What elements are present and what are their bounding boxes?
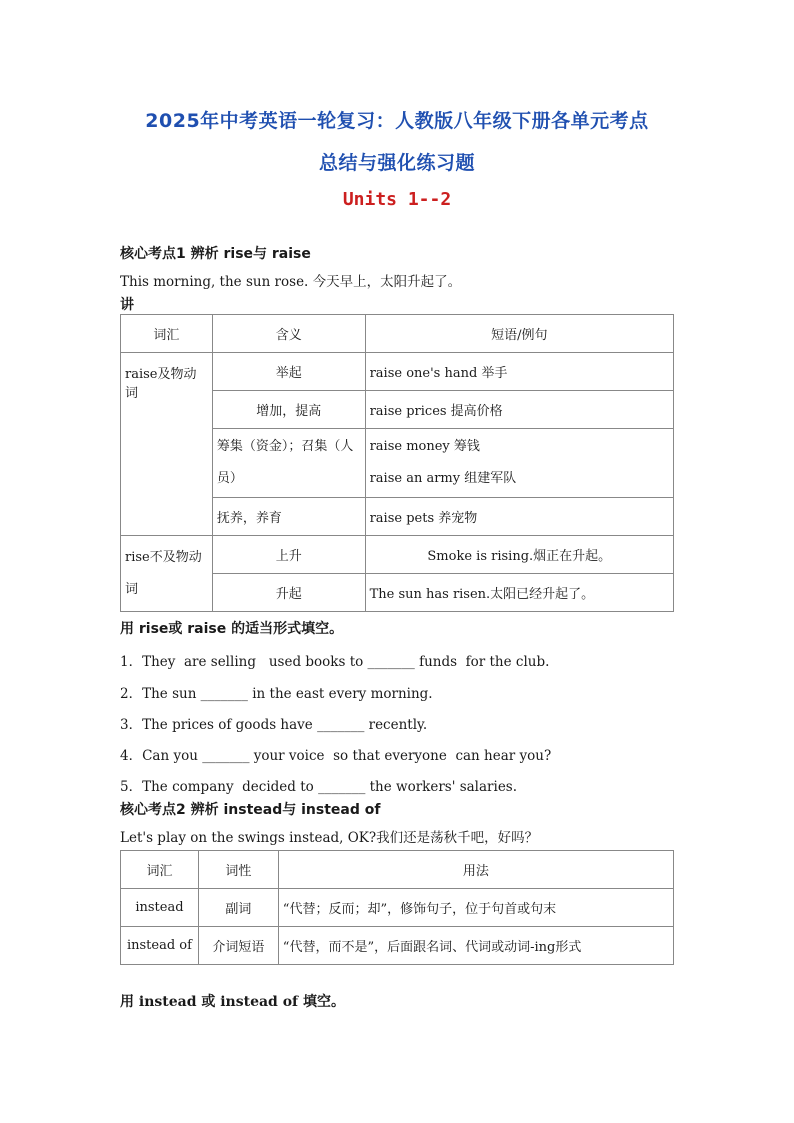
phrase-line: raise money 筹钱 — [369, 439, 480, 454]
meaning-cell: 举起 — [212, 353, 365, 391]
section1-example: This morning, the sun rose. 今天早上，太阳升起了。 — [120, 274, 462, 290]
section2-heading: 核心考点2 辨析 instead与 instead of — [120, 802, 381, 818]
section1-heading: 核心考点1 辨析 rise与 raise — [120, 246, 311, 262]
word-cell: instead — [121, 889, 199, 927]
usage-cell: “代替；反而；却”，修饰句子，位于句首或句末 — [278, 889, 673, 927]
phrase-cell: Smoke is rising.烟正在升起。 — [365, 536, 673, 574]
section1-jiang-label: 讲 — [120, 297, 134, 313]
table-header-cell: 用法 — [278, 851, 673, 889]
section2-exercise-heading: 用 instead 或 instead of 填空。 — [120, 994, 345, 1010]
table-row — [121, 536, 674, 574]
table-header-cell: 短语/例句 — [365, 315, 673, 353]
exercise-item: 4．Can you _______ your voice so that everyone can hear you? — [120, 748, 552, 764]
phrase-cell: The sun has risen.太阳已经升起了。 — [365, 574, 673, 612]
instead-table — [120, 850, 674, 965]
table-header-cell: 词汇 — [121, 315, 213, 353]
table-header-row — [121, 315, 674, 353]
exercise-item: 2．The sun _______ in the east every morning. — [120, 686, 433, 702]
rise-word-cell: rise不及物动词 — [121, 536, 213, 612]
exercise-item: 5．The company decided to _______ the workers' salaries. — [120, 779, 518, 795]
meaning-cell: 上升 — [212, 536, 365, 574]
table-header-cell: 含义 — [212, 315, 365, 353]
pos-cell: 副词 — [198, 889, 278, 927]
raise-word-cell: raise及物动词 — [121, 353, 213, 536]
exercise-item: 1．They are selling used books to _______ funds for the club. — [120, 654, 550, 670]
meaning-cell: 抚养，养育 — [212, 498, 365, 536]
table-header-cell: 词性 — [198, 851, 278, 889]
meaning-cell: 筹集（资金）；召集（人员） — [212, 429, 365, 498]
phrase-line: raise an army 组建军队 — [369, 471, 517, 486]
table-row — [121, 889, 674, 927]
usage-cell: “代替，而不是”，后面跟名词、代词或动词-ing形式 — [278, 927, 673, 965]
units-subtitle: Units 1--2 — [342, 189, 452, 210]
document-title-line1: 2025年中考英语一轮复习：人教版八年级下册各单元考点 — [145, 110, 649, 132]
table-header-cell: 词汇 — [121, 851, 199, 889]
table-header-row — [121, 851, 674, 889]
phrase-cell — [365, 429, 673, 498]
section2-example: Let's play on the swings instead, OK?我们还是荡秋千吧，好吗？ — [120, 830, 539, 846]
pos-cell: 介词短语 — [198, 927, 278, 965]
phrase-cell: raise one's hand 举手 — [365, 353, 673, 391]
word-cell: instead of — [121, 927, 199, 965]
document-title-line2: 总结与强化练习题 — [318, 152, 475, 174]
phrase-cell: raise prices 提高价格 — [365, 391, 673, 429]
meaning-cell: 升起 — [212, 574, 365, 612]
table-row — [121, 353, 674, 391]
exercise-item: 3．The prices of goods have _______ recently. — [120, 717, 428, 733]
section1-exercise-heading: 用 rise或 raise 的适当形式填空。 — [120, 621, 344, 637]
table-row — [121, 927, 674, 965]
phrase-cell: raise pets 养宠物 — [365, 498, 673, 536]
rise-raise-table — [120, 314, 674, 612]
meaning-cell: 增加，提高 — [212, 391, 365, 429]
